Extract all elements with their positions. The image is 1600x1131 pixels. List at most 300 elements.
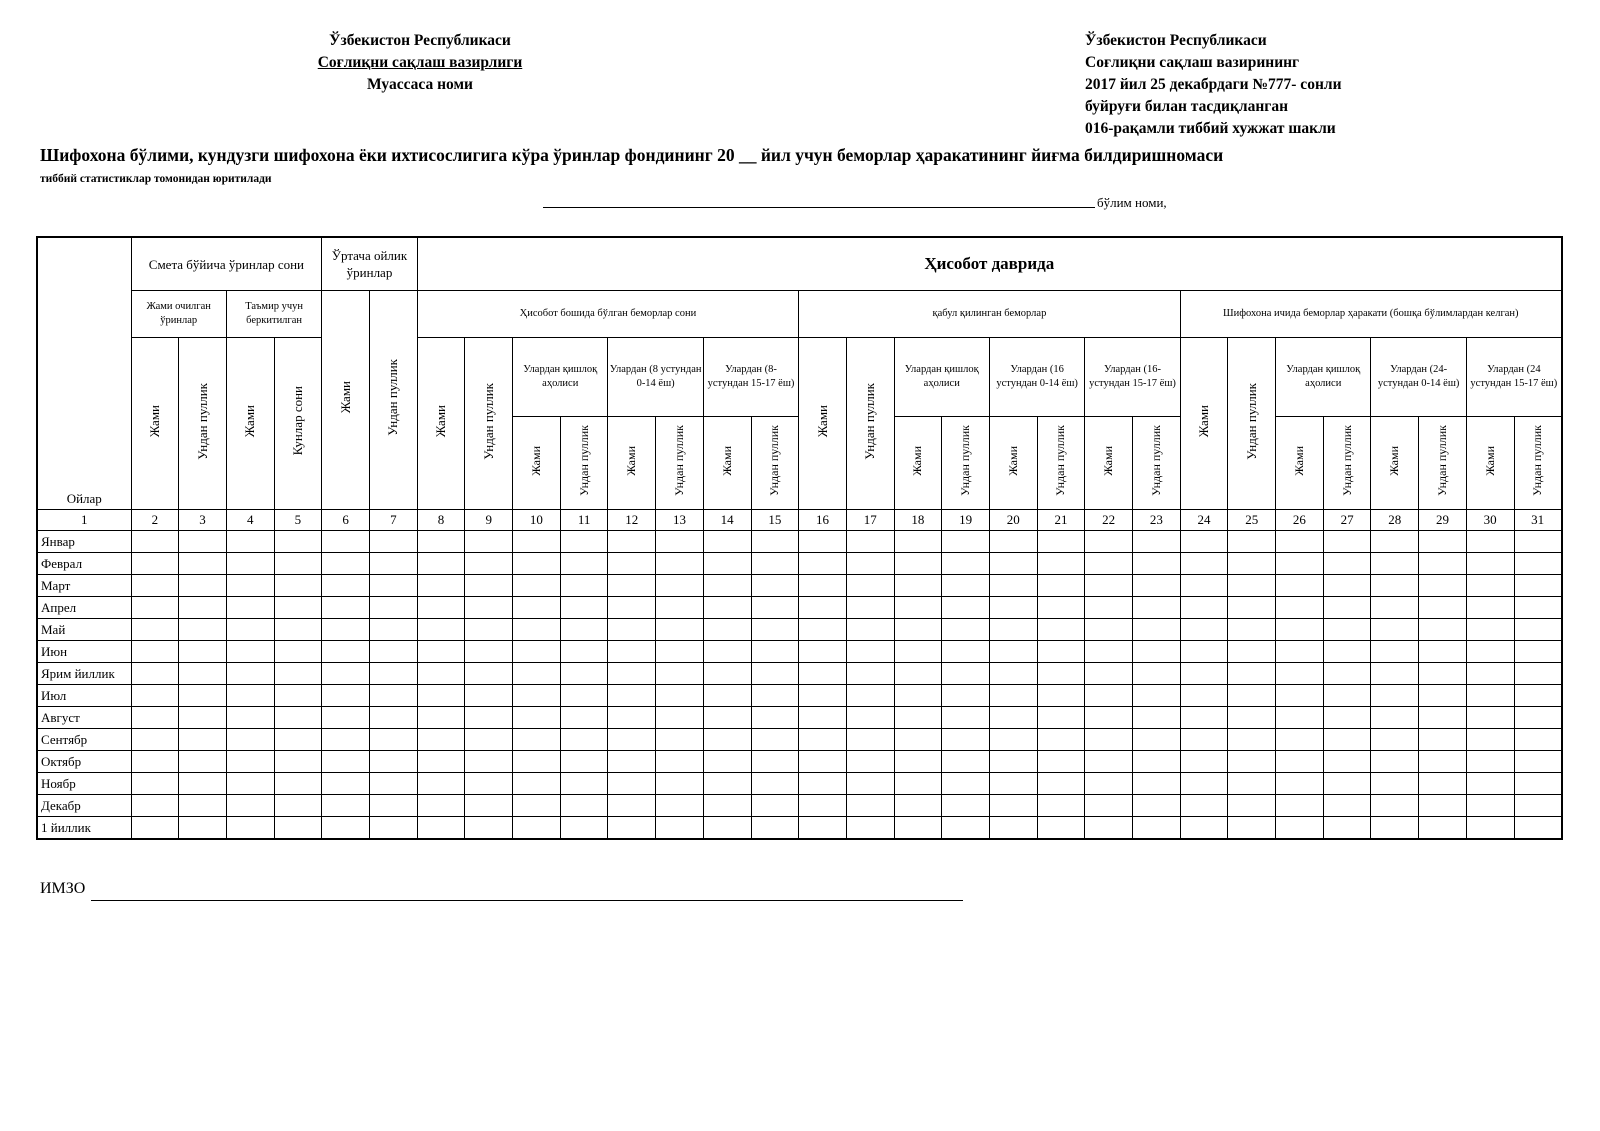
table-cell[interactable] xyxy=(1037,575,1085,597)
table-cell[interactable] xyxy=(1466,663,1514,685)
table-cell[interactable] xyxy=(465,707,513,729)
table-cell[interactable] xyxy=(1085,729,1133,751)
table-cell[interactable] xyxy=(417,751,465,773)
table-cell[interactable] xyxy=(1037,817,1085,840)
table-cell[interactable] xyxy=(989,751,1037,773)
table-cell[interactable] xyxy=(1228,707,1276,729)
table-cell[interactable] xyxy=(894,597,942,619)
table-cell[interactable] xyxy=(989,685,1037,707)
table-cell[interactable] xyxy=(989,641,1037,663)
table-cell[interactable] xyxy=(942,641,990,663)
table-cell[interactable] xyxy=(322,531,370,553)
table-cell[interactable] xyxy=(656,575,704,597)
table-cell[interactable] xyxy=(1419,553,1467,575)
table-cell[interactable] xyxy=(226,751,274,773)
table-cell[interactable] xyxy=(226,575,274,597)
table-cell[interactable] xyxy=(1228,685,1276,707)
table-cell[interactable] xyxy=(894,707,942,729)
table-cell[interactable] xyxy=(656,641,704,663)
table-cell[interactable] xyxy=(1037,707,1085,729)
table-cell[interactable] xyxy=(1228,641,1276,663)
table-cell[interactable] xyxy=(465,575,513,597)
table-cell[interactable] xyxy=(560,553,608,575)
table-cell[interactable] xyxy=(274,685,322,707)
table-cell[interactable] xyxy=(322,619,370,641)
table-cell[interactable] xyxy=(560,619,608,641)
table-cell[interactable] xyxy=(656,531,704,553)
table-cell[interactable] xyxy=(513,553,561,575)
table-cell[interactable] xyxy=(799,531,847,553)
table-cell[interactable] xyxy=(1228,751,1276,773)
table-cell[interactable] xyxy=(656,553,704,575)
table-cell[interactable] xyxy=(465,641,513,663)
table-cell[interactable] xyxy=(1085,619,1133,641)
table-cell[interactable] xyxy=(751,707,799,729)
table-cell[interactable] xyxy=(560,641,608,663)
table-cell[interactable] xyxy=(1180,751,1228,773)
table-cell[interactable] xyxy=(1133,575,1181,597)
table-cell[interactable] xyxy=(1180,531,1228,553)
table-cell[interactable] xyxy=(226,685,274,707)
table-cell[interactable] xyxy=(1085,795,1133,817)
table-cell[interactable] xyxy=(1276,729,1324,751)
table-cell[interactable] xyxy=(1037,641,1085,663)
table-cell[interactable] xyxy=(1180,641,1228,663)
table-cell[interactable] xyxy=(513,817,561,840)
table-cell[interactable] xyxy=(894,817,942,840)
table-cell[interactable] xyxy=(1180,707,1228,729)
table-cell[interactable] xyxy=(274,531,322,553)
table-cell[interactable] xyxy=(465,553,513,575)
table-cell[interactable] xyxy=(799,773,847,795)
table-cell[interactable] xyxy=(179,641,227,663)
table-cell[interactable] xyxy=(226,619,274,641)
table-cell[interactable] xyxy=(465,817,513,840)
table-cell[interactable] xyxy=(703,707,751,729)
table-cell[interactable] xyxy=(894,553,942,575)
table-cell[interactable] xyxy=(1419,641,1467,663)
table-cell[interactable] xyxy=(1514,817,1562,840)
table-cell[interactable] xyxy=(799,641,847,663)
table-cell[interactable] xyxy=(846,707,894,729)
table-cell[interactable] xyxy=(322,751,370,773)
table-cell[interactable] xyxy=(131,795,179,817)
table-cell[interactable] xyxy=(513,751,561,773)
table-cell[interactable] xyxy=(942,553,990,575)
table-cell[interactable] xyxy=(1514,795,1562,817)
table-cell[interactable] xyxy=(703,641,751,663)
table-cell[interactable] xyxy=(942,817,990,840)
table-cell[interactable] xyxy=(1133,773,1181,795)
table-cell[interactable] xyxy=(751,751,799,773)
table-cell[interactable] xyxy=(369,707,417,729)
table-cell[interactable] xyxy=(369,575,417,597)
table-cell[interactable] xyxy=(1371,707,1419,729)
table-cell[interactable] xyxy=(179,553,227,575)
table-cell[interactable] xyxy=(608,597,656,619)
table-cell[interactable] xyxy=(513,685,561,707)
table-cell[interactable] xyxy=(1228,597,1276,619)
table-cell[interactable] xyxy=(1228,663,1276,685)
table-cell[interactable] xyxy=(1371,531,1419,553)
table-cell[interactable] xyxy=(417,663,465,685)
table-cell[interactable] xyxy=(1276,685,1324,707)
table-cell[interactable] xyxy=(1419,751,1467,773)
table-cell[interactable] xyxy=(1466,553,1514,575)
table-cell[interactable] xyxy=(1514,641,1562,663)
table-cell[interactable] xyxy=(1276,553,1324,575)
table-cell[interactable] xyxy=(369,795,417,817)
table-cell[interactable] xyxy=(1466,773,1514,795)
table-cell[interactable] xyxy=(1371,773,1419,795)
table-cell[interactable] xyxy=(989,575,1037,597)
table-cell[interactable] xyxy=(1276,795,1324,817)
table-cell[interactable] xyxy=(1514,773,1562,795)
table-cell[interactable] xyxy=(656,597,704,619)
table-cell[interactable] xyxy=(703,597,751,619)
table-cell[interactable] xyxy=(513,707,561,729)
table-cell[interactable] xyxy=(1514,729,1562,751)
table-cell[interactable] xyxy=(751,531,799,553)
table-cell[interactable] xyxy=(1085,641,1133,663)
table-cell[interactable] xyxy=(989,663,1037,685)
table-cell[interactable] xyxy=(465,751,513,773)
table-cell[interactable] xyxy=(1323,663,1371,685)
table-cell[interactable] xyxy=(560,597,608,619)
table-cell[interactable] xyxy=(608,817,656,840)
table-cell[interactable] xyxy=(989,553,1037,575)
table-cell[interactable] xyxy=(274,597,322,619)
table-cell[interactable] xyxy=(465,773,513,795)
table-cell[interactable] xyxy=(608,795,656,817)
table-cell[interactable] xyxy=(942,773,990,795)
table-cell[interactable] xyxy=(369,817,417,840)
table-cell[interactable] xyxy=(1085,773,1133,795)
table-cell[interactable] xyxy=(179,729,227,751)
table-cell[interactable] xyxy=(894,531,942,553)
table-cell[interactable] xyxy=(179,663,227,685)
table-cell[interactable] xyxy=(656,817,704,840)
table-cell[interactable] xyxy=(894,575,942,597)
table-cell[interactable] xyxy=(274,729,322,751)
table-cell[interactable] xyxy=(1323,817,1371,840)
table-cell[interactable] xyxy=(1466,729,1514,751)
table-cell[interactable] xyxy=(846,795,894,817)
table-cell[interactable] xyxy=(656,663,704,685)
table-cell[interactable] xyxy=(1323,641,1371,663)
table-cell[interactable] xyxy=(465,619,513,641)
table-cell[interactable] xyxy=(1323,619,1371,641)
table-cell[interactable] xyxy=(1371,597,1419,619)
table-cell[interactable] xyxy=(1133,641,1181,663)
table-cell[interactable] xyxy=(1466,619,1514,641)
table-cell[interactable] xyxy=(369,553,417,575)
table-cell[interactable] xyxy=(703,751,751,773)
table-cell[interactable] xyxy=(1466,575,1514,597)
table-cell[interactable] xyxy=(846,729,894,751)
table-cell[interactable] xyxy=(894,751,942,773)
table-cell[interactable] xyxy=(751,773,799,795)
table-cell[interactable] xyxy=(846,773,894,795)
table-cell[interactable] xyxy=(1085,707,1133,729)
table-cell[interactable] xyxy=(1323,597,1371,619)
table-cell[interactable] xyxy=(846,663,894,685)
table-cell[interactable] xyxy=(1276,597,1324,619)
table-cell[interactable] xyxy=(417,707,465,729)
table-cell[interactable] xyxy=(465,597,513,619)
table-cell[interactable] xyxy=(1133,751,1181,773)
table-cell[interactable] xyxy=(179,795,227,817)
table-cell[interactable] xyxy=(1085,597,1133,619)
table-cell[interactable] xyxy=(417,795,465,817)
table-cell[interactable] xyxy=(703,575,751,597)
table-cell[interactable] xyxy=(322,707,370,729)
table-cell[interactable] xyxy=(1037,773,1085,795)
table-cell[interactable] xyxy=(560,751,608,773)
table-cell[interactable] xyxy=(1180,663,1228,685)
table-cell[interactable] xyxy=(942,531,990,553)
table-cell[interactable] xyxy=(1133,619,1181,641)
table-cell[interactable] xyxy=(513,795,561,817)
table-cell[interactable] xyxy=(1371,729,1419,751)
table-cell[interactable] xyxy=(1228,729,1276,751)
table-cell[interactable] xyxy=(894,795,942,817)
table-cell[interactable] xyxy=(131,729,179,751)
table-cell[interactable] xyxy=(799,751,847,773)
table-cell[interactable] xyxy=(608,751,656,773)
table-cell[interactable] xyxy=(369,729,417,751)
table-cell[interactable] xyxy=(1037,531,1085,553)
table-cell[interactable] xyxy=(560,817,608,840)
table-cell[interactable] xyxy=(1180,685,1228,707)
table-cell[interactable] xyxy=(799,575,847,597)
table-cell[interactable] xyxy=(1133,795,1181,817)
signature-field[interactable] xyxy=(91,882,963,901)
table-cell[interactable] xyxy=(846,597,894,619)
table-cell[interactable] xyxy=(274,619,322,641)
table-cell[interactable] xyxy=(1276,663,1324,685)
table-cell[interactable] xyxy=(1466,817,1514,840)
table-cell[interactable] xyxy=(1419,531,1467,553)
table-cell[interactable] xyxy=(322,795,370,817)
table-cell[interactable] xyxy=(1085,817,1133,840)
table-cell[interactable] xyxy=(608,619,656,641)
table-cell[interactable] xyxy=(703,817,751,840)
table-cell[interactable] xyxy=(274,575,322,597)
table-cell[interactable] xyxy=(417,817,465,840)
table-cell[interactable] xyxy=(894,619,942,641)
table-cell[interactable] xyxy=(1514,619,1562,641)
table-cell[interactable] xyxy=(1371,641,1419,663)
table-cell[interactable] xyxy=(846,575,894,597)
table-cell[interactable] xyxy=(1371,817,1419,840)
table-cell[interactable] xyxy=(179,685,227,707)
table-cell[interactable] xyxy=(369,663,417,685)
table-cell[interactable] xyxy=(131,641,179,663)
table-cell[interactable] xyxy=(799,795,847,817)
table-cell[interactable] xyxy=(465,729,513,751)
table-cell[interactable] xyxy=(226,795,274,817)
table-cell[interactable] xyxy=(751,817,799,840)
table-cell[interactable] xyxy=(1228,773,1276,795)
table-cell[interactable] xyxy=(894,685,942,707)
table-cell[interactable] xyxy=(1276,619,1324,641)
table-cell[interactable] xyxy=(465,795,513,817)
table-cell[interactable] xyxy=(1419,729,1467,751)
table-cell[interactable] xyxy=(1180,575,1228,597)
table-cell[interactable] xyxy=(1037,619,1085,641)
table-cell[interactable] xyxy=(513,597,561,619)
table-cell[interactable] xyxy=(1037,751,1085,773)
table-cell[interactable] xyxy=(417,597,465,619)
table-cell[interactable] xyxy=(942,751,990,773)
table-cell[interactable] xyxy=(131,773,179,795)
table-cell[interactable] xyxy=(417,553,465,575)
table-cell[interactable] xyxy=(1133,531,1181,553)
table-cell[interactable] xyxy=(1514,707,1562,729)
table-cell[interactable] xyxy=(608,641,656,663)
table-cell[interactable] xyxy=(226,597,274,619)
table-cell[interactable] xyxy=(846,751,894,773)
table-cell[interactable] xyxy=(179,575,227,597)
table-cell[interactable] xyxy=(989,619,1037,641)
table-cell[interactable] xyxy=(942,597,990,619)
table-cell[interactable] xyxy=(417,531,465,553)
table-cell[interactable] xyxy=(513,531,561,553)
table-cell[interactable] xyxy=(1323,531,1371,553)
table-cell[interactable] xyxy=(131,817,179,840)
table-cell[interactable] xyxy=(989,707,1037,729)
table-cell[interactable] xyxy=(1371,575,1419,597)
table-cell[interactable] xyxy=(751,795,799,817)
table-cell[interactable] xyxy=(226,729,274,751)
table-cell[interactable] xyxy=(1037,685,1085,707)
table-cell[interactable] xyxy=(1419,707,1467,729)
table-cell[interactable] xyxy=(989,773,1037,795)
table-cell[interactable] xyxy=(1419,663,1467,685)
table-cell[interactable] xyxy=(274,817,322,840)
table-cell[interactable] xyxy=(608,553,656,575)
table-cell[interactable] xyxy=(989,729,1037,751)
table-cell[interactable] xyxy=(1085,553,1133,575)
table-cell[interactable] xyxy=(799,597,847,619)
table-cell[interactable] xyxy=(179,817,227,840)
table-cell[interactable] xyxy=(369,751,417,773)
table-cell[interactable] xyxy=(751,685,799,707)
table-cell[interactable] xyxy=(179,597,227,619)
table-cell[interactable] xyxy=(560,707,608,729)
table-cell[interactable] xyxy=(799,817,847,840)
table-cell[interactable] xyxy=(1323,751,1371,773)
table-cell[interactable] xyxy=(1037,663,1085,685)
table-cell[interactable] xyxy=(1371,619,1419,641)
table-cell[interactable] xyxy=(1228,553,1276,575)
table-cell[interactable] xyxy=(1419,619,1467,641)
table-cell[interactable] xyxy=(1276,817,1324,840)
table-cell[interactable] xyxy=(560,773,608,795)
table-cell[interactable] xyxy=(942,619,990,641)
table-cell[interactable] xyxy=(322,553,370,575)
table-cell[interactable] xyxy=(226,707,274,729)
table-cell[interactable] xyxy=(799,619,847,641)
table-cell[interactable] xyxy=(465,663,513,685)
table-cell[interactable] xyxy=(656,619,704,641)
table-cell[interactable] xyxy=(751,619,799,641)
table-cell[interactable] xyxy=(465,685,513,707)
table-cell[interactable] xyxy=(846,685,894,707)
table-cell[interactable] xyxy=(369,773,417,795)
table-cell[interactable] xyxy=(1466,751,1514,773)
table-cell[interactable] xyxy=(322,773,370,795)
table-cell[interactable] xyxy=(656,773,704,795)
table-cell[interactable] xyxy=(703,685,751,707)
table-cell[interactable] xyxy=(322,817,370,840)
table-cell[interactable] xyxy=(703,729,751,751)
table-cell[interactable] xyxy=(751,641,799,663)
table-cell[interactable] xyxy=(131,597,179,619)
table-cell[interactable] xyxy=(1133,707,1181,729)
table-cell[interactable] xyxy=(608,773,656,795)
table-cell[interactable] xyxy=(274,641,322,663)
table-cell[interactable] xyxy=(1419,817,1467,840)
table-cell[interactable] xyxy=(656,729,704,751)
table-cell[interactable] xyxy=(274,663,322,685)
table-cell[interactable] xyxy=(131,531,179,553)
table-cell[interactable] xyxy=(369,619,417,641)
table-cell[interactable] xyxy=(1133,597,1181,619)
table-cell[interactable] xyxy=(1133,685,1181,707)
table-cell[interactable] xyxy=(417,575,465,597)
table-cell[interactable] xyxy=(1085,751,1133,773)
table-cell[interactable] xyxy=(1466,795,1514,817)
table-cell[interactable] xyxy=(1323,575,1371,597)
table-cell[interactable] xyxy=(799,729,847,751)
table-cell[interactable] xyxy=(1514,597,1562,619)
table-cell[interactable] xyxy=(179,751,227,773)
table-cell[interactable] xyxy=(131,751,179,773)
table-cell[interactable] xyxy=(1419,597,1467,619)
table-cell[interactable] xyxy=(131,553,179,575)
table-cell[interactable] xyxy=(751,597,799,619)
table-cell[interactable] xyxy=(560,663,608,685)
table-cell[interactable] xyxy=(751,575,799,597)
table-cell[interactable] xyxy=(846,817,894,840)
table-cell[interactable] xyxy=(656,795,704,817)
table-cell[interactable] xyxy=(608,729,656,751)
table-cell[interactable] xyxy=(846,531,894,553)
table-cell[interactable] xyxy=(942,707,990,729)
table-cell[interactable] xyxy=(322,641,370,663)
table-cell[interactable] xyxy=(608,685,656,707)
table-cell[interactable] xyxy=(274,795,322,817)
table-cell[interactable] xyxy=(1133,663,1181,685)
table-cell[interactable] xyxy=(608,531,656,553)
table-cell[interactable] xyxy=(1514,751,1562,773)
table-cell[interactable] xyxy=(1276,641,1324,663)
table-cell[interactable] xyxy=(799,707,847,729)
table-cell[interactable] xyxy=(1466,641,1514,663)
table-cell[interactable] xyxy=(1276,773,1324,795)
table-cell[interactable] xyxy=(1371,795,1419,817)
table-cell[interactable] xyxy=(894,773,942,795)
table-cell[interactable] xyxy=(560,795,608,817)
table-cell[interactable] xyxy=(513,773,561,795)
table-cell[interactable] xyxy=(989,795,1037,817)
table-cell[interactable] xyxy=(1180,817,1228,840)
table-cell[interactable] xyxy=(1323,773,1371,795)
table-cell[interactable] xyxy=(513,729,561,751)
table-cell[interactable] xyxy=(274,773,322,795)
